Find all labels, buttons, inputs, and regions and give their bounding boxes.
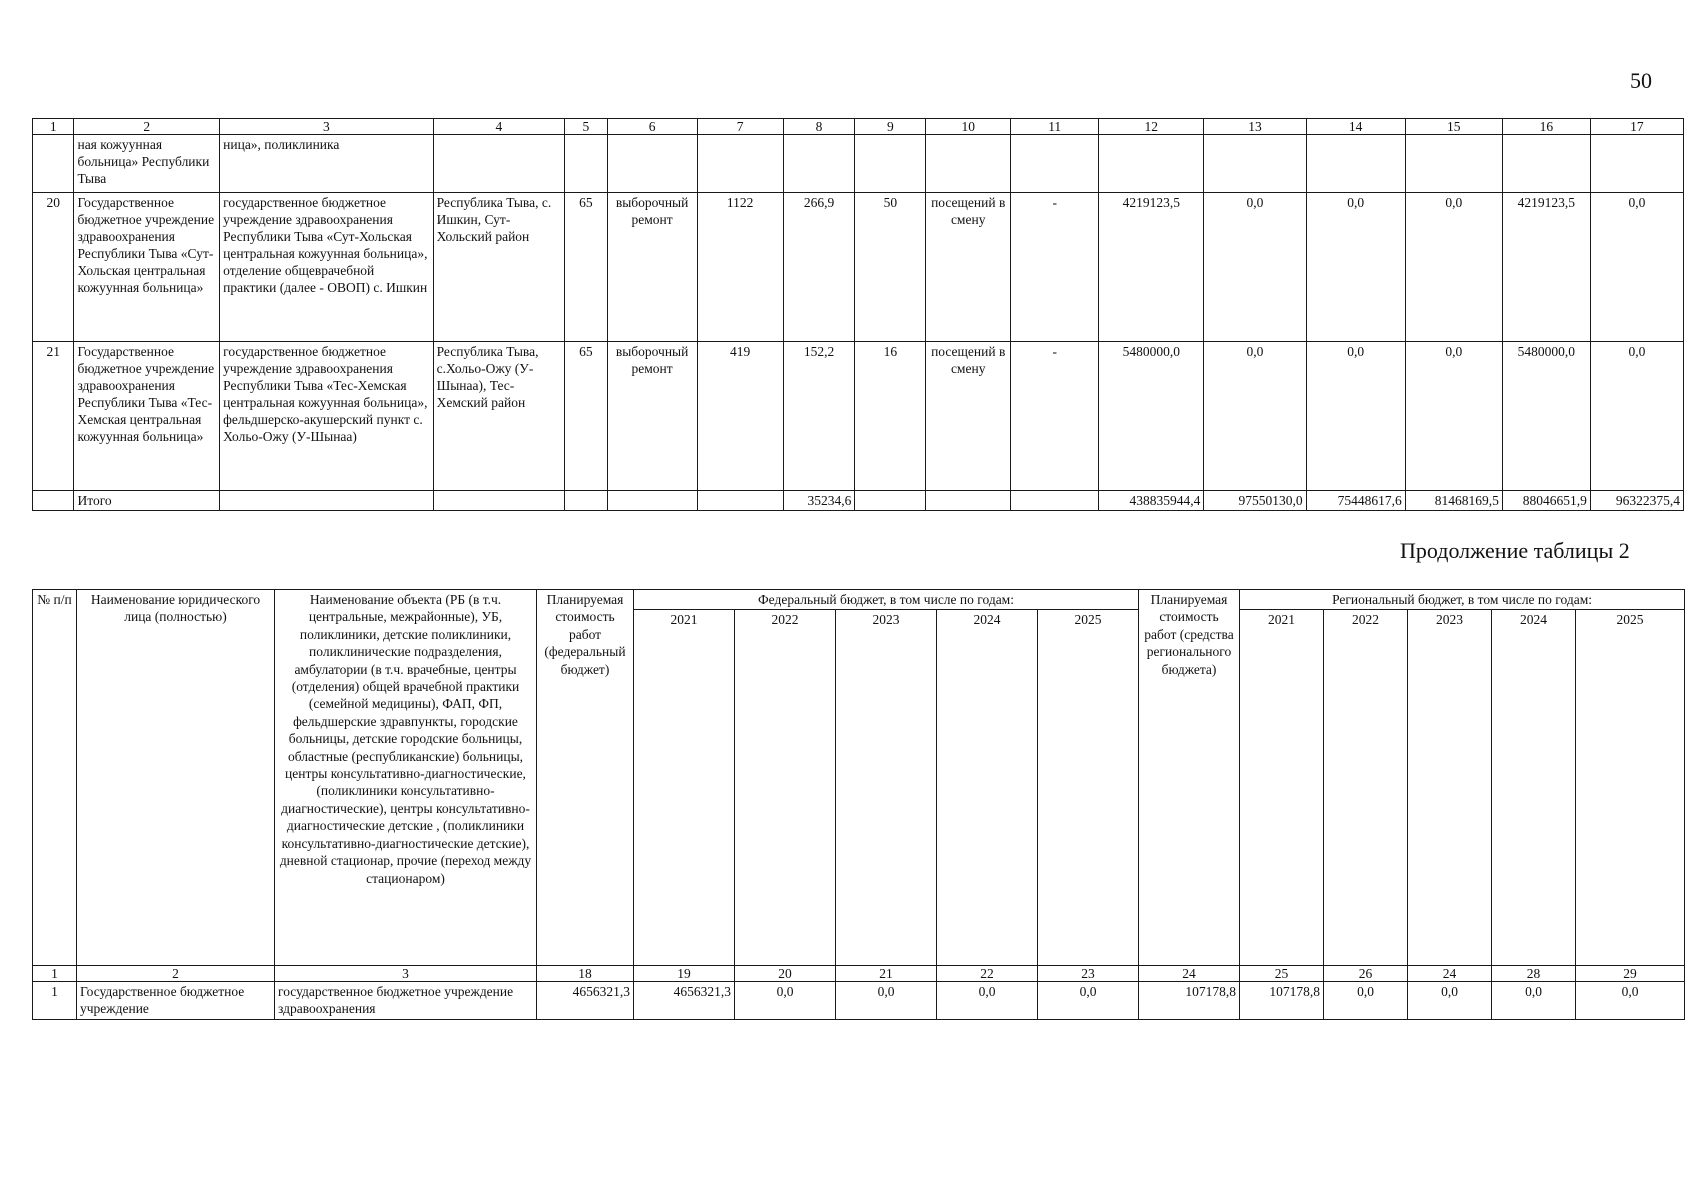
- cell-20: 0,0: [735, 982, 836, 1020]
- header-num: 5: [565, 119, 607, 135]
- header-num: 4: [433, 119, 565, 135]
- cell-15: 0,0: [1405, 193, 1502, 342]
- cell-14: [1306, 135, 1405, 193]
- cell-11: -: [1011, 193, 1099, 342]
- page-number: 50: [1630, 68, 1652, 93]
- cell-22: 0,0: [937, 982, 1038, 1020]
- header-num: 11: [1011, 119, 1099, 135]
- header-planned-federal: Планируемая стоимость работ (федеральный бюджет): [537, 590, 634, 966]
- index-num: 24: [1139, 966, 1240, 982]
- cell-legal-entity: Государственное бюджетное учреждение здравоохранения Республики Тыва «Сут-Хольская центральная кожуунная больница»: [74, 193, 220, 342]
- index-num: 25: [1240, 966, 1324, 982]
- cell-object: государственное бюджетное учреждение здравоохранения Республики Тыва «Тес-Хемская центральная кожуунная больница», фельдшерско-акушерский пункт с. Хольо-Ожу (У-Шынаа): [220, 342, 433, 491]
- cell-legal-entity: Государственное бюджетное учреждение здравоохранения Республики Тыва «Тес-Хемская центральная кожуунная больница»: [74, 342, 220, 491]
- header-num: 14: [1306, 119, 1405, 135]
- cell-13: 0,0: [1204, 193, 1306, 342]
- cell-24: 107178,8: [1139, 982, 1240, 1020]
- header-year: 2024: [937, 610, 1038, 966]
- total-8: 35234,6: [783, 491, 855, 511]
- header-year: 2023: [1408, 610, 1492, 966]
- header-year: 2022: [1324, 610, 1408, 966]
- cell-5: [565, 135, 607, 193]
- cell-18: 4656321,3: [537, 982, 634, 1020]
- cell-23: 0,0: [1038, 982, 1139, 1020]
- cell-26: 0,0: [1324, 982, 1408, 1020]
- table-row: [33, 982, 1685, 1020]
- cell-17: 0,0: [1590, 342, 1683, 491]
- total-row: [33, 491, 1684, 511]
- cell-9: 16: [855, 342, 926, 491]
- cell-7: 1122: [697, 193, 783, 342]
- index-num: 20: [735, 966, 836, 982]
- cell-object: государственное бюджетное учреждение здравоохранения: [275, 982, 537, 1020]
- cell-num: 20: [33, 193, 74, 342]
- header-year: 2025: [1038, 610, 1139, 966]
- index-num: 28: [1492, 966, 1576, 982]
- cell-17: 0,0: [1590, 193, 1683, 342]
- cell-object: государственное бюджетное учреждение здравоохранения Республики Тыва «Сут-Хольская центральная кожуунная больница», отделение общеврачебной практики (далее - ОВОП) с. Ишкин: [220, 193, 433, 342]
- header-year: 2021: [634, 610, 735, 966]
- header-num-pp: № п/п: [33, 590, 77, 966]
- total-13: 97550130,0: [1204, 491, 1306, 511]
- cell-21: 0,0: [836, 982, 937, 1020]
- table-2-header-row: [33, 590, 1685, 610]
- table-row: [33, 193, 1684, 342]
- cell-28: 0,0: [1492, 982, 1576, 1020]
- index-num: 24: [1408, 966, 1492, 982]
- index-num: 1: [33, 966, 77, 982]
- index-num: 22: [937, 966, 1038, 982]
- header-legal-entity: Наименование юридического лица (полностью): [77, 590, 275, 966]
- cell-legal-entity: ная кожуунная больница» Республики Тыва: [74, 135, 220, 193]
- cell-address: Республика Тыва, с.Хольо-Ожу (У-Шынаа), Тес-Хемский район: [433, 342, 565, 491]
- cell-12: 4219123,5: [1099, 193, 1204, 342]
- header-num: 3: [220, 119, 433, 135]
- index-num: 2: [77, 966, 275, 982]
- header-num: 6: [607, 119, 697, 135]
- total-16: 88046651,9: [1502, 491, 1590, 511]
- cell-num: 1: [33, 982, 77, 1020]
- total-15: 81468169,5: [1405, 491, 1502, 511]
- cell-27: 0,0: [1408, 982, 1492, 1020]
- cell-13: 0,0: [1204, 342, 1306, 491]
- total-17: 96322375,4: [1590, 491, 1683, 511]
- header-num: 12: [1099, 119, 1204, 135]
- index-num: 23: [1038, 966, 1139, 982]
- cell-6: выборочный ремонт: [607, 342, 697, 491]
- cell-legal-entity: Государственное бюджетное учреждение: [77, 982, 275, 1020]
- header-regional-group: Региональный бюджет, в том числе по годам:: [1240, 590, 1685, 610]
- header-num: 1: [33, 119, 74, 135]
- total-label: Итого: [74, 491, 220, 511]
- header-year: 2022: [735, 610, 836, 966]
- cell-13: [1204, 135, 1306, 193]
- table-2-index-row: [33, 966, 1685, 982]
- header-num: 7: [697, 119, 783, 135]
- cell-6: [607, 135, 697, 193]
- cell-8: [783, 135, 855, 193]
- header-num: 17: [1590, 119, 1683, 135]
- cell-num: 21: [33, 342, 74, 491]
- table-1-header-row: [33, 119, 1684, 135]
- cell-16: 5480000,0: [1502, 342, 1590, 491]
- index-num: 21: [836, 966, 937, 982]
- cell-address: Республика Тыва, с. Ишкин, Сут-Хольский район: [433, 193, 565, 342]
- cell-25: 107178,8: [1240, 982, 1324, 1020]
- header-num: 13: [1204, 119, 1306, 135]
- continuation-title: Продолжение таблицы 2: [1400, 538, 1630, 563]
- cell-16: [1502, 135, 1590, 193]
- table-row: [33, 342, 1684, 491]
- cell-10: посещений в смену: [926, 342, 1011, 491]
- header-year: 2023: [836, 610, 937, 966]
- cell-10: посещений в смену: [926, 193, 1011, 342]
- cell-12: 5480000,0: [1099, 342, 1204, 491]
- header-year: 2024: [1492, 610, 1576, 966]
- index-num: 26: [1324, 966, 1408, 982]
- cell-10: [926, 135, 1011, 193]
- header-num: 8: [783, 119, 855, 135]
- table-2: [32, 589, 1685, 1020]
- header-num: 15: [1405, 119, 1502, 135]
- cell-29: 0,0: [1576, 982, 1685, 1020]
- header-object-name: Наименование объекта (РБ (в т.ч. центральные, межрайонные), УБ, поликлиники, детские поликлиники, поликлинические подразделения, амбулатории (в т.ч. врачебные, центры (отделения) общей врачебной практики (семейной медицины), ФАП, ФП, фельдшерские здравпункты, городские больницы, детские городские больницы, областные (республиканские) больницы, центры консультативно-диагностические, (поликлиники консультативно-диагностические), центры консультативно-диагностические детские , (поликлиники консультативно-диагностические детские), дневной стационар, прочие (переход между стационаром): [275, 590, 537, 966]
- table-1: [32, 118, 1684, 511]
- header-federal-group: Федеральный бюджет, в том числе по годам:: [634, 590, 1139, 610]
- cell-7: [697, 135, 783, 193]
- cell-11: -: [1011, 342, 1099, 491]
- cell-17: [1590, 135, 1683, 193]
- header-num: 10: [926, 119, 1011, 135]
- total-14: 75448617,6: [1306, 491, 1405, 511]
- cell-9: [855, 135, 926, 193]
- header-num: 2: [74, 119, 220, 135]
- cell-6: выборочный ремонт: [607, 193, 697, 342]
- cell-9: 50: [855, 193, 926, 342]
- cell-12: [1099, 135, 1204, 193]
- header-num: 16: [1502, 119, 1590, 135]
- cell-16: 4219123,5: [1502, 193, 1590, 342]
- index-num: 29: [1576, 966, 1685, 982]
- cell-19: 4656321,3: [634, 982, 735, 1020]
- header-year: 2025: [1576, 610, 1685, 966]
- cell-15: [1405, 135, 1502, 193]
- index-num: 19: [634, 966, 735, 982]
- table-row: [33, 135, 1684, 193]
- cell-14: 0,0: [1306, 342, 1405, 491]
- total-12: 438835944,4: [1099, 491, 1204, 511]
- header-year: 2021: [1240, 610, 1324, 966]
- cell-7: 419: [697, 342, 783, 491]
- cell-8: 266,9: [783, 193, 855, 342]
- cell-11: [1011, 135, 1099, 193]
- cell-14: 0,0: [1306, 193, 1405, 342]
- header-num: 9: [855, 119, 926, 135]
- cell-5: 65: [565, 342, 607, 491]
- index-num: 18: [537, 966, 634, 982]
- cell-5: 65: [565, 193, 607, 342]
- header-planned-regional: Планируемая стоимость работ (средства регионального бюджета): [1139, 590, 1240, 966]
- cell-address: [433, 135, 565, 193]
- cell-num: [33, 135, 74, 193]
- cell-object: ница», поликлиника: [220, 135, 433, 193]
- index-num: 3: [275, 966, 537, 982]
- cell-15: 0,0: [1405, 342, 1502, 491]
- cell-8: 152,2: [783, 342, 855, 491]
